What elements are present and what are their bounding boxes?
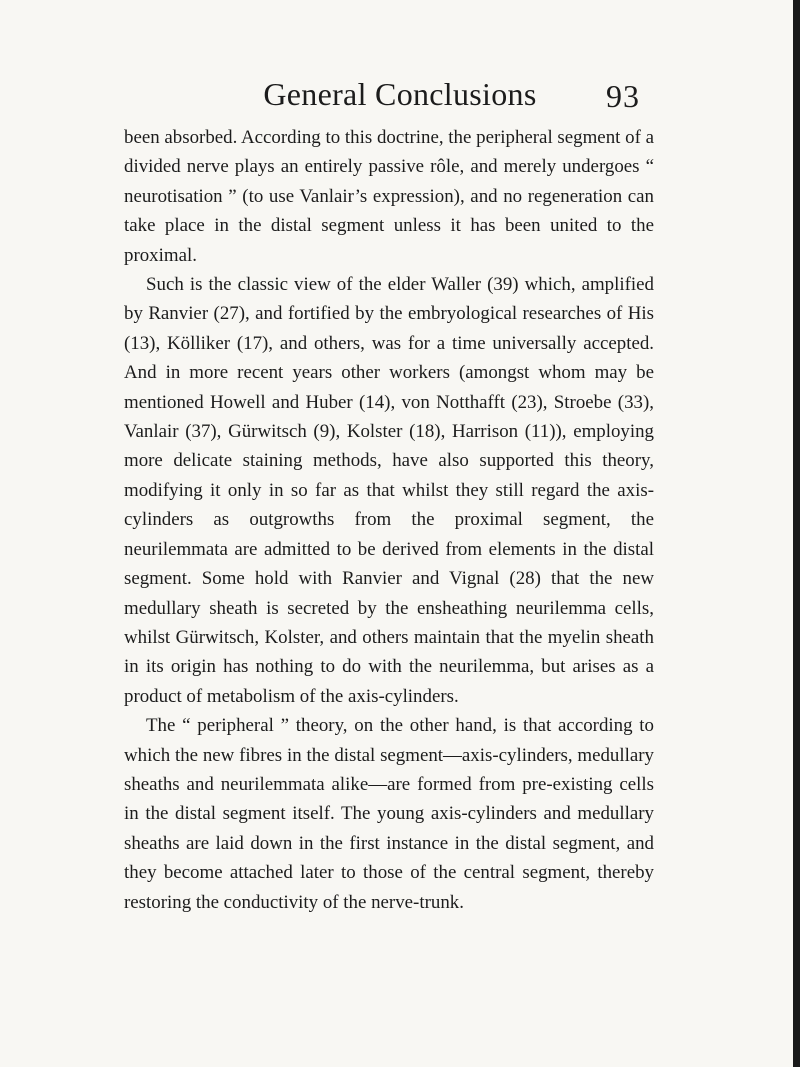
body-text	[124, 123, 654, 917]
page-edge-shadow	[793, 0, 800, 1067]
paragraph-3: The “ peripheral ” theory, on the other hand, is that according to which the new fibres in the distal segment—axis-cylinders, medullary sheaths and neurilemmata alike—are formed from pre-existing cells in the distal segment itself. The young axis-cylinders and medullary sheaths are laid down in the first instance in the distal segment, and they become attached later to those of the central segment, thereby restoring the conductivity of the nerve-trunk.	[124, 715, 654, 913]
paragraph-2: Such is the classic view of the elder Waller (39) which, amplified by Ranvier (27), and fortified by the embryological researches of His (13), Kölliker (17), and others, was for a time universally accepted. And in more recent years other workers (amongst whom may be mentioned Howell and Huber (14), von Notthafft (23), Stroebe (33), Vanlair (37), Gürwitsch (9), Kolster (18), Harrison (11)), employing more delicate staining methods, have also supported this theory, modifying it only in so far as that whilst they still regard the axis-cylinders as outgrowths from the proximal segment, the neurilemmata are admitted to be derived from elements in the distal segment. Some hold with Ranvier and Vignal (28) that the new medullary sheath is secreted by the ensheathing neurilemma cells, whilst Gürwitsch, Kolster, and others maintain that the myelin sheath in its origin has nothing to do with the neurilemma, but arises as a product of metabolism of the axis-cylinders.	[124, 274, 654, 707]
page-title: General Conclusions	[263, 76, 537, 112]
paragraph-1: been absorbed. According to this doctrine, the peripheral segment of a divided nerve plays an entirely passive rôle, and merely undergoes “ neurotisation ” (to use Vanlair’s expression), and no regeneration can take place in the distal segment unless it has been united to the proximal.	[124, 127, 654, 266]
page-number: 93	[606, 78, 640, 114]
running-head	[0, 76, 800, 120]
